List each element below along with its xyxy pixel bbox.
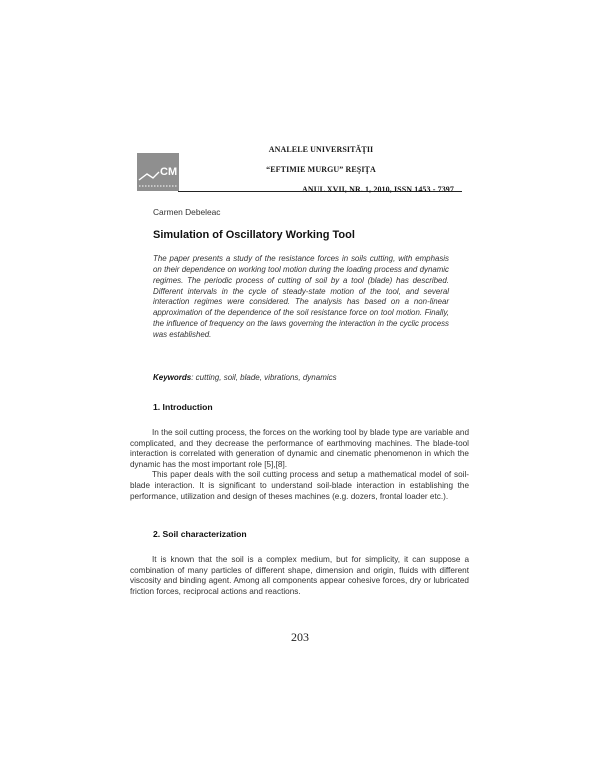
paragraph: This paper deals with the soil cutting process and setup a mathematical model of soil-blade interaction. It is significant to understand soil-blade interaction in establishing the performance, utilization and design of theses machines (e.g. dozers, frontal loader etc.). bbox=[130, 470, 469, 501]
abstract: The paper presents a study of the resistance forces in soils cutting, with emphasis on their dependence on working tool motion during the loading process and dynamic regimes. The periodic process of cutting of soil by a tool (blade) has described. Different intervals in the cycle of steady-state motion of the tool, and several interaction regimes were considered. The analysis has based on a non-linear approximation of the dependence of the soil resistance force on tool motion. Finally, the influence of frequency on the laws governing the interaction in the cyclic process was established. bbox=[153, 254, 449, 339]
section-heading-introduction: 1. Introduction bbox=[153, 402, 213, 412]
journal-issue: ANUL XVII, NR. 1, 2010, ISSN 1453 - 7397 bbox=[301, 185, 454, 194]
logo-text: CM bbox=[160, 166, 178, 178]
logo-graphic bbox=[137, 153, 179, 191]
keywords bbox=[153, 373, 337, 382]
paragraph: It is known that the soil is a complex medium, but for simplicity, it can suppose a combination of many particles of different shape, dimension and origin, fluids with different viscosity and binding agent. Among all components appear cohesive forces, dry or lubricated friction forces, reciprocal actions and reactions. bbox=[130, 555, 469, 596]
journal-logo bbox=[137, 153, 179, 191]
paragraph: In the soil cutting process, the forces on the working tool by blade type are variable and complicated, and they decrease the performance of earthmoving machines. The blade-tool interaction is correlated with generation of dynamic and cinematic phenomenon in which the dynamic has the most important role [5],[8]. bbox=[130, 428, 469, 469]
keywords-label: Keywords bbox=[153, 373, 192, 382]
page-number: 203 bbox=[291, 630, 309, 644]
author: Carmen Debeleac bbox=[153, 207, 221, 217]
section-body-introduction bbox=[130, 428, 469, 502]
journal-university: ANALELE UNIVERSITĂŢII bbox=[268, 145, 374, 154]
section-body-soil-characterization bbox=[130, 555, 469, 597]
journal-name: “EFTIMIE MURGU” REŞIŢA bbox=[266, 165, 376, 174]
paper-title: Simulation of Oscillatory Working Tool bbox=[153, 229, 355, 241]
section-heading-soil-characterization: 2. Soil characterization bbox=[153, 529, 247, 539]
header-rule bbox=[178, 191, 462, 192]
keywords-list: : cutting, soil, blade, vibrations, dynamics bbox=[191, 373, 337, 382]
